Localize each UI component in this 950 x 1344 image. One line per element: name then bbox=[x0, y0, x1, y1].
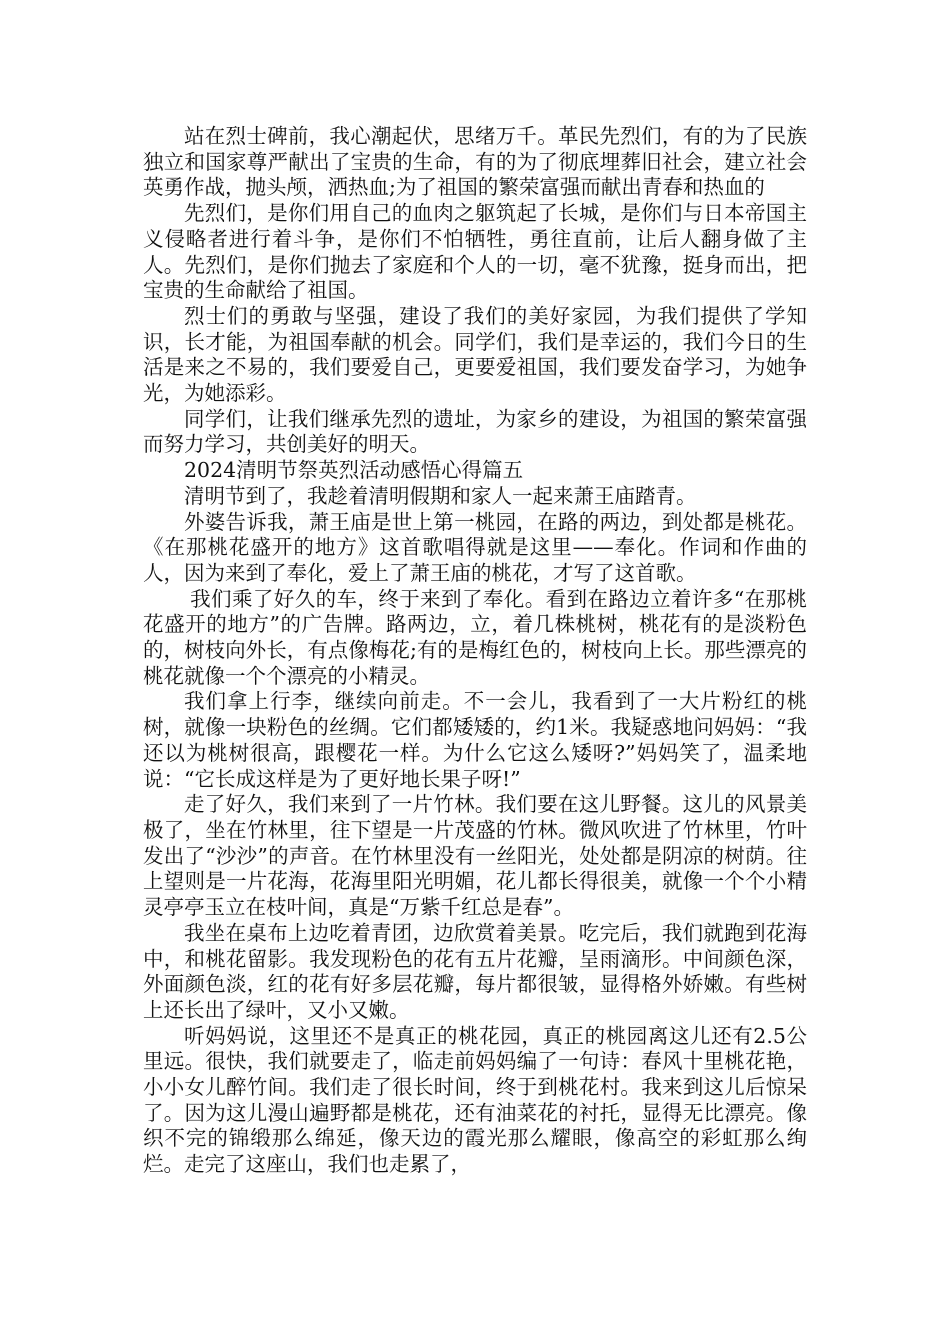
paragraph: 同学们，让我们继承先烈的遗址，为家乡的建设，为祖国的繁荣富强而努力学习，共创美好的明天。 bbox=[143, 406, 807, 457]
paragraph: 站在烈士碑前，我心潮起伏，思绪万千。革民先烈们，有的为了民族独立和国家尊严献出了宝贵的生命，有的为了彻底埋葬旧社会，建立社会英勇作战，抛头颅，洒热血;为了祖国的繁荣富强而献出青春和热血的 bbox=[143, 124, 807, 200]
paragraph: 清明节到了，我趁着清明假期和家人一起来萧王庙踏青。 bbox=[184, 483, 697, 508]
document-body bbox=[143, 124, 807, 1178]
paragraph: 外婆告诉我，萧王庙是世上第一桃园，在路的两边，到处都是桃花。《在那桃花盛开的地方》这首歌唱得就是这里——奉化。作词和作曲的人，因为来到了奉化，爱上了萧王庙的桃花，才写了这首歌。 bbox=[143, 509, 807, 585]
paragraph: 我们拿上行李，继续向前走。不一会儿，我看到了一大片粉红的桃树，就像一块粉色的丝绸。它们都矮矮的，约1米。我疑惑地问妈妈：“我还以为桃树很高，跟樱花一样。为什么它这么矮呀?”妈妈笑了，温柔地说：“它长成这样是为了更好地长果子呀!” bbox=[143, 689, 807, 791]
paragraph: 听妈妈说，这里还不是真正的桃花园，真正的桃园离这儿还有2.5公里远。很快，我们就要走了，临走前妈妈编了一句诗：春风十里桃花艳，小小女儿醉竹间。我们走了很长时间，终于到桃花村。我来到这儿后惊呆了。因为这儿漫山遍野都是桃花，还有油菜花的衬托，显得无比漂亮。像织不完的锦缎那么绵延，像天边的霞光那么耀眼，像高空的彩虹那么绚烂。走完了这座山，我们也走累了， bbox=[143, 1023, 807, 1177]
paragraph: 我们乘了好久的车，终于来到了奉化。看到在路边立着许多“在那桃花盛开的地方”的广告牌。路两边，立，着几株桃树，桃花有的是淡粉色的，树枝向外长，有点像梅花;有的是梅红色的，树枝向上长。那些漂亮的桃花就像一个个漂亮的小精灵。 bbox=[143, 586, 807, 688]
paragraph: 先烈们，是你们用自己的血肉之躯筑起了长城，是你们与日本帝国主义侵略者进行着斗争，是你们不怕牺牲，勇往直前，让后人翻身做了主人。先烈们，是你们抛去了家庭和个人的一切，毫不犹豫，挺身而出，把宝贵的生命献给了祖国。 bbox=[143, 201, 807, 303]
paragraph: 走了好久，我们来到了一片竹林。我们要在这儿野餐。这儿的风景美极了，坐在竹林里，往下望是一片茂盛的竹林。微风吹进了竹林里，竹叶发出了“沙沙”的声音。在竹林里没有一丝阳光，处处都是阴凉的树荫。往上望则是一片花海，花海里阳光明媚，花儿都长得很美，就像一个个小精灵亭亭玉立在枝叶间，真是“万紫千红总是春”。 bbox=[143, 792, 807, 920]
section-heading: 2024清明节祭英烈活动感悟心得篇五 bbox=[184, 458, 524, 483]
paragraph: 我坐在桌布上边吃着青团，边欣赏着美景。吃完后，我们就跑到花海中，和桃花留影。我发现粉色的花有五片花瓣，呈雨滴形。中间颜色深，外面颜色淡，红的花有好多层花瓣，每片都很皱，显得格外娇嫩。有些树上还长出了绿叶，又小又嫩。 bbox=[143, 920, 807, 1022]
paragraph: 烈士们的勇敢与坚强，建设了我们的美好家园，为我们提供了学知识，长才能，为祖国奉献的机会。同学们，我们是幸运的，我们今日的生活是来之不易的，我们要爱自己，更要爱祖国，我们要发奋学习，为她争光，为她添彩。 bbox=[143, 303, 807, 406]
